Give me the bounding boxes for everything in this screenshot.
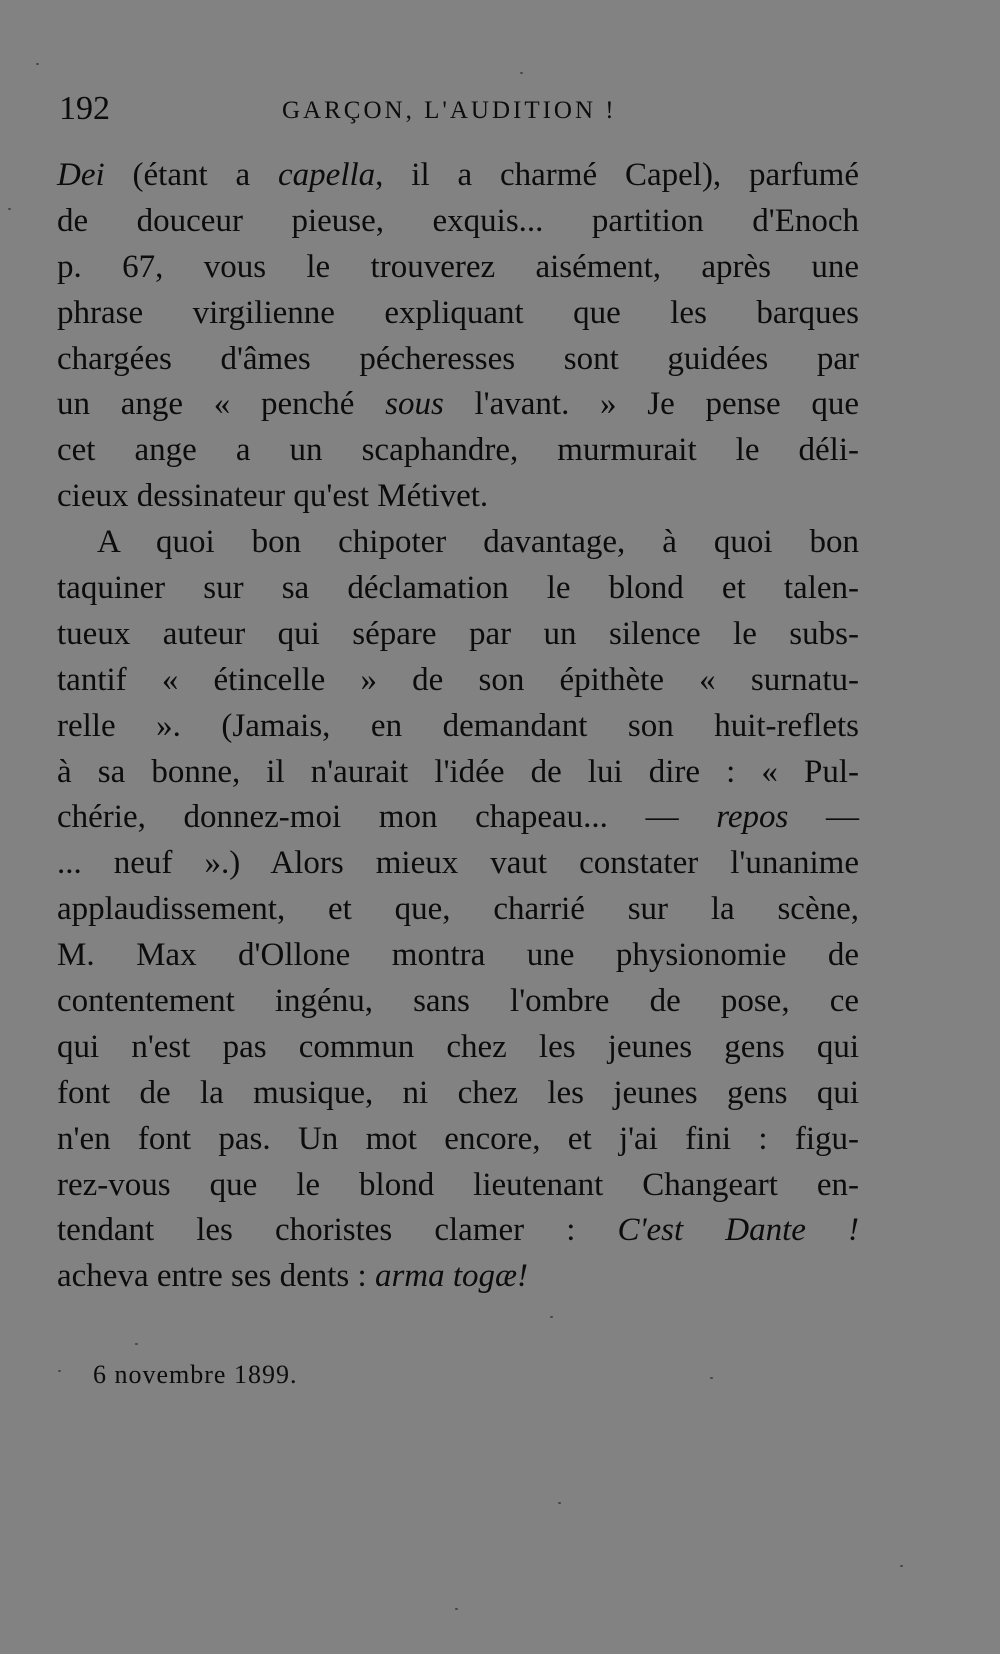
text-line-23: rez-vous que le blond lieutenant Changeart en- — [57, 1166, 859, 1203]
text-line-8: cieux dessinateur qu'est Métivet. — [57, 478, 489, 515]
text-line-3: p. 67, vous le trouverez aisément, après une — [57, 248, 859, 285]
text-line-17: applaudissement, et que, charrié sur la scène, — [57, 891, 859, 928]
running-head — [57, 84, 859, 134]
scan-speck — [520, 72, 523, 74]
text-line-20: qui n'est pas commun chez les jeunes gens qui — [57, 1028, 859, 1065]
text-line-16: ... neuf ».) Alors mieux vaut constater l'unanime — [57, 845, 859, 882]
text-line-9: A quoi bon chipoter davantage, à quoi bon — [97, 524, 859, 561]
text-line-6: un ange « penché sous l'avant. » Je pense que — [57, 386, 859, 423]
text-line-12: tantif « étincelle » de son épithète « surnatu- — [57, 661, 859, 698]
scan-speck — [558, 1502, 561, 1504]
text-line-1: Dei (étant a capella, il a charmé Capel), parfumé — [57, 157, 859, 193]
page-number: 192 — [59, 90, 110, 127]
text-line-24: tendant les choristes clamer : C'est Dante ! — [57, 1212, 859, 1249]
scan-speck — [900, 1565, 903, 1567]
text-line-21: font de la musique, ni chez les jeunes gens qui — [57, 1074, 859, 1111]
scan-speck — [58, 1370, 61, 1372]
scan-speck — [550, 1316, 553, 1318]
text-line-22: n'en font pas. Un mot encore, et j'ai fini : figu- — [57, 1120, 859, 1157]
text-line-10: taquiner sur sa déclamation le blond et talen- — [57, 570, 859, 607]
text-line-18: M. Max d'Ollone montra une physionomie de — [57, 937, 859, 974]
text-line-4: phrase virgilienne expliquant que les barques — [57, 294, 859, 331]
text-line-19: contentement ingénu, sans l'ombre de pose, ce — [57, 983, 859, 1020]
text-line-15: chérie, donnez-moi mon chapeau... — repos — — [57, 799, 859, 836]
text-line-25: acheva entre ses dents : arma togæ! — [57, 1258, 529, 1295]
body-text — [57, 153, 859, 1300]
text-line-7: cet ange a un scaphandre, murmurait le déli- — [57, 432, 859, 469]
text-line-2: de douceur pieuse, exquis... partition d'Enoch — [57, 202, 859, 239]
dateline: 6 novembre 1899. — [93, 1360, 298, 1389]
text-line-13: relle ». (Jamais, en demandant son huit-reflets — [57, 707, 859, 744]
scan-speck — [455, 1608, 458, 1610]
scan-speck — [36, 63, 39, 65]
book-page — [57, 0, 859, 1654]
text-line-11: tueux auteur qui sépare par un silence le subs- — [57, 615, 859, 652]
running-title: GARÇON, L'AUDITION ! — [282, 97, 617, 124]
scan-speck — [710, 1377, 713, 1379]
text-line-14: à sa bonne, il n'aurait l'idée de lui dire : « Pul- — [57, 753, 859, 790]
scan-speck — [8, 208, 11, 210]
scan-speck — [135, 1343, 138, 1345]
text-line-5: chargées d'âmes pécheresses sont guidées par — [57, 340, 859, 377]
